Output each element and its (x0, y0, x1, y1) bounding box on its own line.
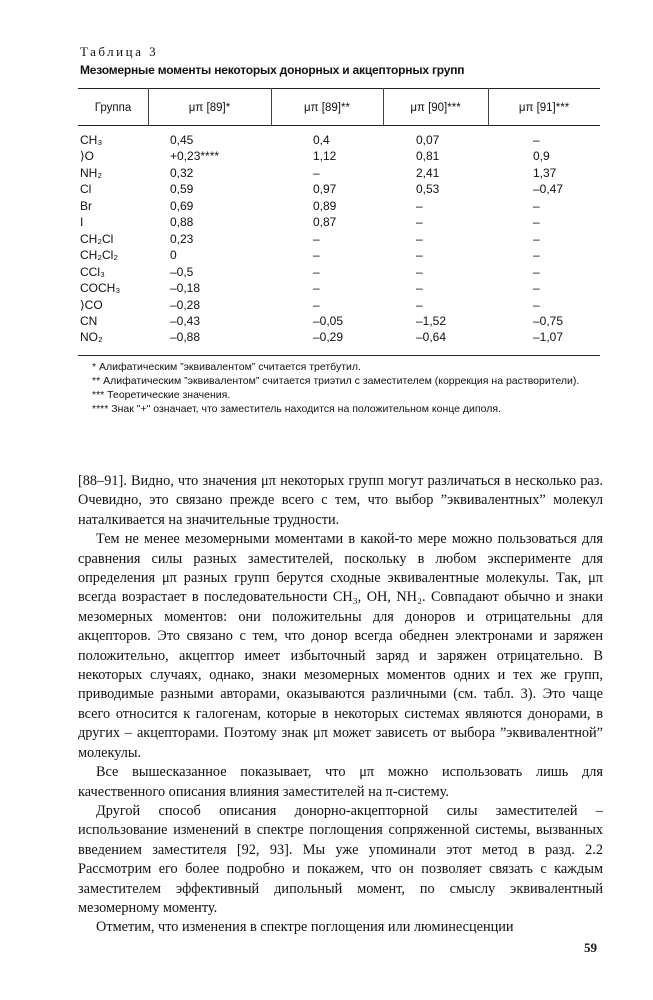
group-cell: Cl (80, 182, 92, 197)
value-cell: – (533, 297, 540, 312)
paragraph: Другой способ описания донорно-акцепторной силы заместителей – использование изменений в спектре поглощения сопряженной системы, вызванных введением заместителя [92, 93]. Мы уже упоминали этот метод в разд. 2.2 Рассмотрим его более подробно и покажем, что он позволяет связать с каждым заместителем эффективный дипольный момент, по смыслу эквивалентный мезомерному моменту. (78, 802, 603, 916)
value-cell: – (416, 215, 423, 230)
group-cell: COCH₃ (80, 281, 121, 296)
table-row (78, 314, 600, 330)
value-cell: – (313, 281, 320, 296)
value-cell: – (313, 297, 320, 312)
value-cell: 0,9 (533, 149, 550, 164)
table-top-rule (78, 88, 600, 89)
value-cell: 0,4 (313, 133, 330, 147)
value-cell: –0,43 (170, 313, 201, 328)
group-cell: CH₂Cl₂ (80, 248, 118, 263)
table-row (78, 133, 600, 149)
table-row (78, 298, 600, 314)
table-header-group: Группа (94, 102, 132, 114)
value-cell: –1,07 (533, 330, 564, 345)
value-cell: – (533, 215, 540, 230)
table-row (78, 232, 600, 248)
value-cell: 0 (170, 248, 177, 263)
table-header-col4: μπ [91]*** (518, 102, 570, 114)
value-cell: – (533, 133, 540, 147)
value-cell: –1,52 (416, 313, 447, 328)
value-cell: – (416, 281, 423, 296)
paragraph: [88–91]. Видно, что значения μπ некоторых групп могут различаться в несколько раз. Очевидно, это связано прежде всего с тем, что выбор ”эквивалентных” молекул наталкивается на значительные трудности. (78, 473, 603, 528)
body-text (78, 472, 603, 938)
table-row (78, 149, 600, 165)
value-cell: 0,32 (170, 165, 194, 180)
group-cell: ⟩O (80, 149, 95, 164)
value-cell: 2,41 (416, 165, 440, 180)
table-row (78, 248, 600, 264)
footnote: ** Алифатическим ”эквивалентом” считается триэтил с заместителем (коррекция на растворители). (92, 375, 580, 387)
value-cell: – (533, 264, 540, 279)
value-cell: – (416, 297, 423, 312)
value-cell: +0,23**** (170, 149, 220, 164)
value-cell: 0,53 (416, 182, 440, 197)
value-cell: –0,88 (170, 330, 201, 345)
value-cell: – (313, 165, 320, 180)
value-cell: 1,12 (313, 149, 337, 164)
value-cell: 0,23 (170, 231, 194, 246)
value-cell: 0,87 (313, 215, 337, 230)
value-cell: –0,05 (313, 313, 344, 328)
value-cell: 0,88 (170, 215, 194, 230)
value-cell: 0,81 (416, 149, 440, 164)
value-cell: 0,89 (313, 198, 337, 213)
page-number: 59 (584, 940, 597, 955)
group-cell: CN (80, 313, 98, 328)
group-cell: NO₂ (80, 330, 103, 345)
value-cell: – (533, 198, 540, 213)
group-cell: ⟩CO (80, 297, 103, 312)
table-row (78, 281, 600, 297)
table-row (78, 265, 600, 281)
value-cell: – (416, 231, 423, 246)
group-cell: CH₂Cl (80, 231, 114, 246)
value-cell: –0,18 (170, 281, 201, 296)
value-cell: –0,75 (533, 313, 564, 328)
group-cell: CCl₃ (80, 264, 105, 279)
table-header-col2: μπ [89]** (304, 102, 350, 114)
table-bottom-rule (78, 355, 600, 356)
value-cell: –0,47 (533, 182, 564, 197)
value-cell: – (313, 231, 320, 246)
value-cell: 0,69 (170, 198, 194, 213)
table-row (78, 199, 600, 215)
footnote: * Алифатическим ”эквивалентом” считается третбутил. (92, 361, 361, 373)
value-cell: – (533, 231, 540, 246)
value-cell: –0,5 (170, 264, 194, 279)
value-cell: 0,45 (170, 133, 194, 147)
table-footnotes (78, 360, 603, 416)
value-cell: – (416, 248, 423, 263)
value-cell: – (416, 264, 423, 279)
paragraph: Отметим, что изменения в спектре поглощения или люминесценции (96, 919, 514, 936)
value-cell: –0,29 (313, 330, 344, 345)
table-row (78, 215, 600, 231)
value-cell: – (313, 264, 320, 279)
table-title: Мезомерные моменты некоторых донорных и акцепторных групп (80, 63, 465, 77)
value-cell: – (533, 248, 540, 263)
table-header-col3: μπ [90]*** (410, 102, 461, 114)
group-cell: Br (80, 198, 92, 213)
table-row (78, 166, 600, 182)
table-row (78, 182, 600, 198)
table-caption: Таблица 3 (80, 44, 159, 59)
footnote: *** Теоретические значения. (92, 389, 231, 401)
footnote: **** Знак "+" означает, что заместитель находится на положительном конце диполя. (92, 403, 501, 415)
value-cell: – (533, 281, 540, 296)
paragraph: Все вышесказанное показывает, что μπ можно использовать лишь для качественного описания влияния заместителей на π-систему. (78, 764, 603, 800)
value-cell: –0,64 (416, 330, 447, 345)
paragraph: Тем не менее мезомерными моментами в какой-то мере можно пользоваться для сравнения силы разных заместителей, поскольку в любом эксперименте для определения μπ разных групп берутся сходные эквивалентные молекулы. Так, μπ всегда возрастает в последовательности CH₃, OH, NH₂. Совпадают обычно и знаки мезомерных моментов: они положительны для доноров и отрицательны для акцепторов. Это связано с тем, что донор всегда обеднен электронами и заряжен положительно, акцептор имеет избыточный заряд и заряжен отрицательно. В некоторых случаях, однако, знаки мезомерных моментов одних и тех же групп, приводимые разными авторами, оказываются различными (см. табл. 3). Это чаще всего относится к галогенам, которые в некоторых системах являются донорами, в других – акцепторами. Поэтому знак μπ может зависеть от выбора ”эквивалентной” молекулы. (78, 531, 603, 761)
value-cell: 1,37 (533, 165, 557, 180)
value-cell: 0,59 (170, 182, 194, 197)
table-header-rule (78, 125, 600, 126)
group-cell: I (80, 215, 84, 230)
value-cell: – (313, 248, 320, 263)
group-cell: NH₂ (80, 165, 102, 180)
value-cell: 0,07 (416, 133, 440, 147)
value-cell: –0,28 (170, 297, 201, 312)
table-row (78, 330, 600, 346)
group-cell: CH₃ (80, 133, 103, 147)
value-cell: – (416, 198, 423, 213)
value-cell: 0,97 (313, 182, 337, 197)
table-header-col1: μπ [89]* (188, 102, 231, 114)
